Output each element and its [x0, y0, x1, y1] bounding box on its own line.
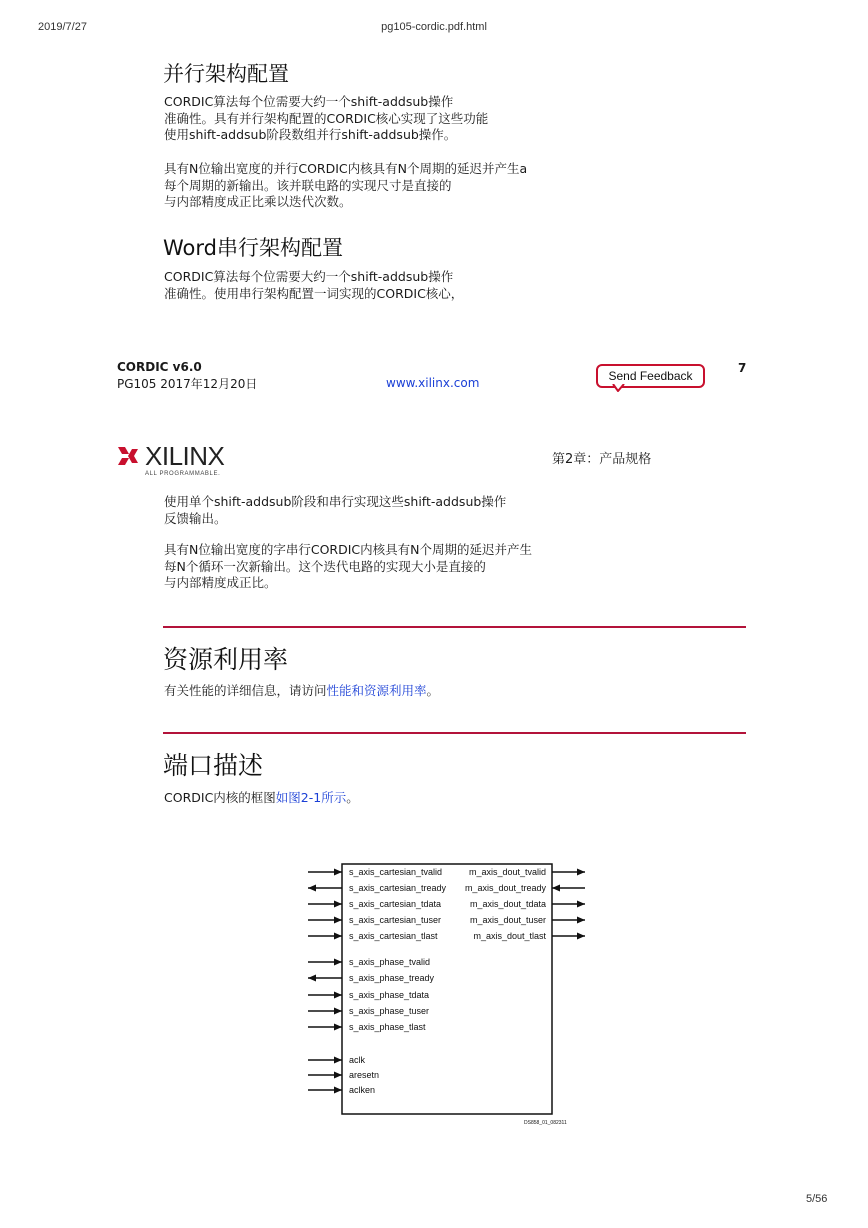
ports-text-end: 。 [346, 790, 359, 805]
port-arrow-in [308, 869, 342, 876]
port-label: m_axis_dout_tvalid [468, 867, 546, 877]
text-line: 反馈输出。 [164, 510, 227, 526]
text-line: 每N个循环一次新输出。这个迭代电路的实现大小是直接的 [164, 558, 486, 574]
port-label: s_axis_cartesian_tdata [349, 899, 442, 909]
port-arrow-in [308, 959, 342, 966]
text-line: 具有N位输出宽度的并行CORDIC内核具有N个周期的延迟并产生a [164, 161, 528, 176]
port-label: s_axis_phase_tdata [349, 990, 430, 1000]
text-line: 每个周期的新输出。该并联电路的实现尺寸是直接的 [164, 177, 452, 193]
text-line: 准确性。使用串行架构配置一词实现的CORDIC核心， [164, 285, 464, 301]
text-line: 与内部精度成正比乘以迭代次数。 [164, 194, 352, 209]
xilinx-logo-tagline: ALL PROGRAMMABLE. [145, 471, 221, 477]
port-arrow-out [308, 975, 342, 982]
port-arrow-out [552, 869, 585, 876]
port-arrow-out [552, 933, 585, 940]
port-arrow-in [308, 1072, 342, 1079]
section-heading-parallel: 并行架构配置 [163, 62, 289, 86]
port-arrow-in [308, 1024, 342, 1031]
text-line: CORDIC算法每个位需要大约一个shift-addsub操作 [164, 94, 454, 109]
footer-website-link[interactable]: www.xilinx.com [386, 376, 480, 390]
ports-text: CORDIC内核的框图 [164, 790, 276, 805]
text-line: 使用单个shift-addsub阶段和串行实现这些shift-addsub操作 [164, 494, 507, 509]
figure-link[interactable]: 如图2-1所示 [275, 790, 347, 805]
port-label: aclken [349, 1085, 376, 1095]
resource-link[interactable]: 性能和资源利用率 [326, 683, 427, 698]
text-line: 具有N位输出宽度的字串行CORDIC内核具有N个周期的延迟并产生 [164, 542, 532, 557]
port-label: m_axis_dout_tuser [469, 915, 546, 925]
resource-heading: 资源利用率 [163, 645, 289, 674]
text-line: 使用shift-addsub阶段数组并行shift-addsub操作。 [164, 127, 457, 142]
parallel-paragraph-2 [164, 161, 527, 211]
port-arrow-in [308, 1087, 342, 1094]
port-label: m_axis_dout_tdata [469, 899, 546, 909]
port-label: s_axis_phase_tuser [349, 1006, 430, 1016]
port-arrow-in [308, 992, 342, 999]
resource-paragraph [164, 683, 439, 700]
port-label: aclk [349, 1055, 366, 1065]
print-page-count: 5/56 [806, 1193, 828, 1205]
port-label: m_axis_dout_tready [464, 883, 546, 893]
resource-text-end: 。 [426, 683, 440, 698]
text-line: CORDIC算法每个位需要大约一个shift-addsub操作 [164, 269, 454, 284]
port-label: s_axis_cartesian_tlast [349, 931, 438, 941]
section-heading-serial: Word串行架构配置 [163, 236, 343, 260]
chapter-title: 第2章：产品规格 [552, 452, 652, 467]
port-label: s_axis_phase_tvalid [349, 957, 431, 967]
port-label: s_axis_phase_tready [349, 973, 435, 983]
port-label: m_axis_dout_tlast [473, 931, 546, 941]
footer-page-number: 7 [738, 361, 747, 375]
footer-doc-id: PG105 2017年12月20日 [117, 377, 258, 391]
figure-id: DS858_01_082311 [524, 1120, 567, 1126]
continued-paragraph-2 [164, 542, 532, 592]
xilinx-logo-text: XILINX [145, 441, 225, 471]
cordic-block-diagram [300, 850, 600, 1130]
serial-paragraph-1 [164, 269, 463, 302]
resource-text: 有关性能的详细信息，请访问 [164, 683, 327, 698]
footer-product: CORDIC v6.0 [117, 360, 202, 374]
text-line: 与内部精度成正比。 [164, 575, 277, 590]
port-arrow-in [308, 1057, 342, 1064]
feedback-callout-tail [612, 384, 626, 392]
ports-paragraph [164, 790, 359, 807]
port-arrow-in [308, 901, 342, 908]
print-date: 2019/7/27 [38, 21, 87, 33]
section-divider [163, 732, 746, 734]
port-arrow-out [552, 917, 585, 924]
xilinx-logo-icon [117, 445, 139, 467]
text-line: 准确性。具有并行架构配置的CORDIC核心实现了这些功能 [164, 110, 489, 126]
port-label: s_axis_phase_tlast [349, 1022, 426, 1032]
port-label: s_axis_cartesian_tready [349, 883, 447, 893]
parallel-paragraph-1 [164, 94, 488, 144]
port-arrow-in [308, 1008, 342, 1015]
port-label: s_axis_cartesian_tuser [349, 915, 442, 925]
port-label: aresetn [349, 1070, 380, 1080]
continued-paragraph-1 [164, 494, 506, 527]
send-feedback-button[interactable]: Send Feedback [596, 364, 705, 388]
section-divider [163, 626, 746, 628]
port-arrow-in [308, 917, 342, 924]
port-arrow-out [552, 901, 585, 908]
port-arrow-out [308, 885, 342, 892]
port-arrow-in [552, 885, 585, 892]
print-title: pg105-cordic.pdf.html [381, 21, 487, 33]
port-arrow-in [308, 933, 342, 940]
ports-heading: 端口描述 [163, 751, 264, 780]
port-label: s_axis_cartesian_tvalid [349, 867, 443, 877]
